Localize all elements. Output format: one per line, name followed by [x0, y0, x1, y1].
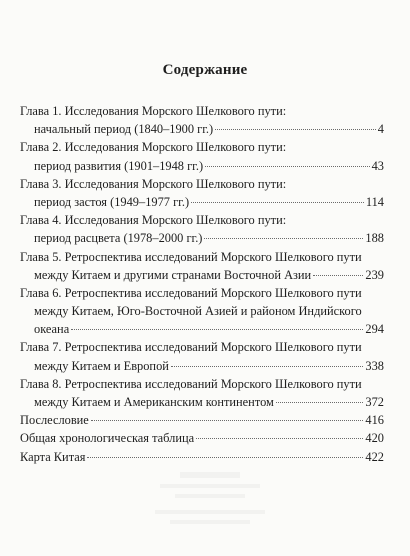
toc-entry-last-line [20, 320, 384, 338]
toc-entry-chapter-6[interactable] [20, 284, 384, 339]
toc-entry-line: начальный период (1840–1900 гг.) [34, 122, 214, 137]
toc-page-number: 420 [365, 431, 384, 446]
toc-entry-line: Глава 6. Ретроспектива исследований Морского Шелкового пути [20, 285, 362, 300]
toc-entry-line: Послесловие [20, 413, 89, 428]
toc-entry-line: Глава 2. Исследования Морского Шелкового пути: [20, 140, 287, 155]
toc-entry-line: Глава 1. Исследования Морского Шелкового пути: [20, 104, 287, 118]
dot-leader [71, 329, 363, 330]
toc-entry-last-line [20, 120, 384, 138]
toc-entry-last-line [20, 266, 384, 284]
toc-page-number: 43 [371, 158, 384, 173]
toc-entry-last-line [20, 393, 384, 411]
toc-entry-line: Карта Китая [20, 449, 86, 464]
toc-page-number: 4 [377, 122, 384, 137]
dot-leader [196, 438, 363, 439]
toc-page-number: 338 [365, 358, 384, 373]
toc-entry-chapter-7[interactable] [20, 338, 384, 374]
toc-entry-last-line [20, 429, 384, 447]
table-of-contents [20, 102, 384, 466]
toc-page-number: 372 [365, 395, 384, 409]
toc-entry-line: океана [34, 322, 70, 337]
dot-leader [91, 420, 364, 421]
toc-entry-line: Глава 3. Исследования Морского Шелкового пути: [20, 176, 287, 191]
toc-page-number: 294 [365, 322, 384, 337]
toc-entry-map[interactable] [20, 448, 384, 466]
toc-page-number: 416 [365, 413, 384, 428]
toc-entry-line: Глава 7. Ретроспектива исследований Морского Шелкового пути [20, 340, 362, 355]
toc-entry-line: между Китаем и Американским континентом [34, 395, 274, 409]
toc-entry-chapter-8[interactable] [20, 375, 384, 411]
toc-entry-afterword[interactable] [20, 411, 384, 429]
dot-leader [276, 402, 364, 403]
dot-leader [171, 366, 364, 367]
bleed-through-shadow [150, 470, 270, 530]
toc-page-number: 114 [365, 194, 384, 209]
dot-leader [205, 166, 370, 167]
toc-entry-line: период расцвета (1978–2000 гг.) [34, 231, 203, 246]
dot-leader [204, 238, 363, 239]
toc-entry-last-line [20, 411, 384, 429]
toc-entry-line: между Китаем и Европой [34, 358, 169, 373]
page-title: Содержание [162, 62, 248, 78]
toc-entry-line: Глава 8. Ретроспектива исследований Морского Шелкового пути [20, 376, 362, 391]
dot-leader [313, 275, 363, 276]
toc-entry-last-line [20, 357, 384, 375]
toc-page-number: 239 [365, 267, 384, 282]
toc-page-number: 422 [365, 449, 384, 464]
toc-entry-last-line [20, 157, 384, 175]
toc-entry-line: Глава 5. Ретроспектива исследований Морского Шелкового пути [20, 249, 362, 264]
toc-entry-last-line [20, 448, 384, 466]
toc-entry-chapter-1[interactable] [20, 102, 384, 138]
dot-leader [215, 129, 376, 130]
toc-entry-chronology[interactable] [20, 429, 384, 447]
toc-entry-line: Глава 4. Исследования Морского Шелкового пути: [20, 213, 287, 228]
dot-leader [191, 202, 364, 203]
toc-entry-chapter-2[interactable] [20, 138, 384, 174]
toc-page-number: 188 [365, 231, 384, 246]
toc-entry-line: период развития (1901–1948 гг.) [34, 158, 204, 173]
toc-entry-chapter-4[interactable] [20, 211, 384, 247]
toc-entry-line: Общая хронологическая таблица [20, 431, 195, 446]
toc-entry-chapter-5[interactable] [20, 248, 384, 284]
toc-entry-last-line [20, 229, 384, 247]
toc-entry-line: между Китаем и другими странами Восточной Азии [34, 267, 312, 282]
toc-entry-last-line [20, 193, 384, 211]
toc-entry-line: период застоя (1949–1977 гг.) [34, 194, 190, 209]
dot-leader [87, 457, 363, 458]
toc-entry-chapter-3[interactable] [20, 175, 384, 211]
toc-entry-line: между Китаем, Юго-Восточной Азией и районом Индийского [34, 304, 362, 319]
